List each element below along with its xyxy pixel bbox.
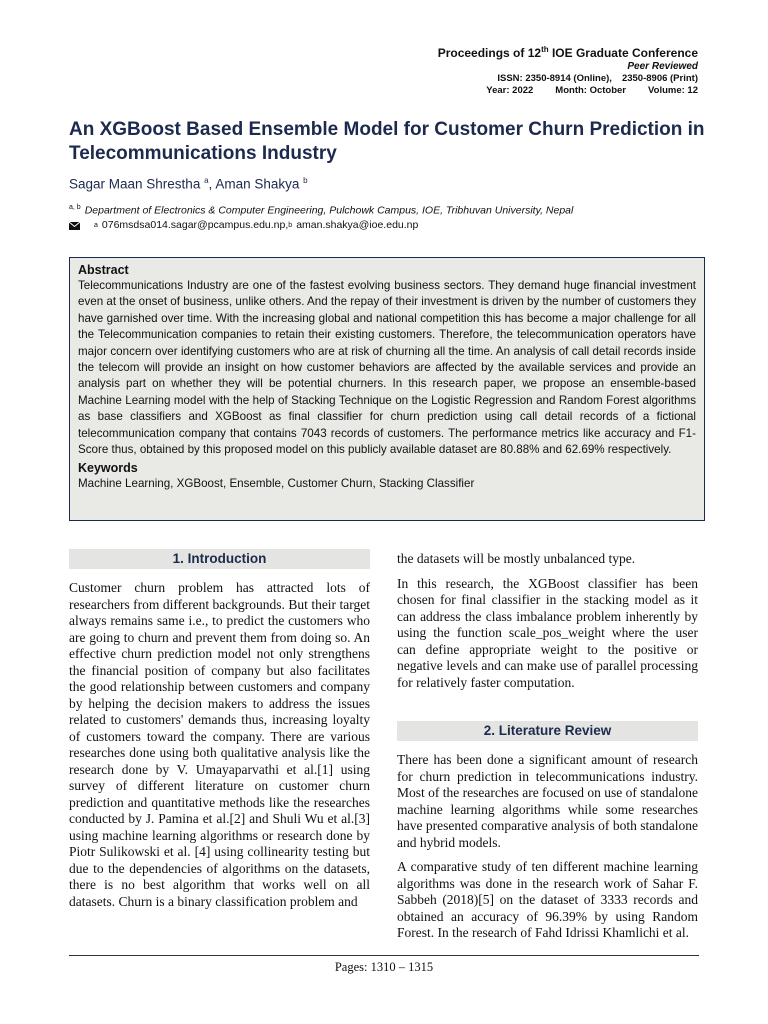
issue-line: Year: 2022 Month: October Volume: 12 — [486, 85, 698, 96]
section-heading-literature-review: 2. Literature Review — [397, 721, 698, 741]
left-column — [69, 549, 370, 910]
peer-reviewed-label: Peer Reviewed — [627, 61, 698, 72]
author-name: Aman Shakya — [215, 176, 304, 192]
page-range: Pages: 1310 – 1315 — [334, 960, 434, 974]
right-column — [397, 551, 698, 942]
abstract-text: Telecommunications Industry are one of the fastest evolving business sectors. They demand huge financial investment even at the onset of business, unlike others. And the repay of their investment is driven by the number of customers they have garnished over time. With the increasing global and national competition this has become a major challenge for all the Telecommunication companies to retain their existing customers. Therefore, the telecommunication operators have major concern over identifying customers who are at risk of churning all the time. An analysis of call detail records inside the telecom will provide an insight on how customer behaviors are affected by the available services and provide an analysis part on whether they will be potential churners. In this research paper, we propose an ensemble-based Machine Learning model with the help of Stacking Technique on the Logistic Regression and Random Forest algorithms as base classifiers and XGBoost as final classifier for churn prediction using call detail records of a fictional telecommunication company that contains 7043 records of customers. The performance metrics like accuracy and F1-Score thus, obtained by this proposed model on this publicly available dataset are 80.88% and 62.69% respectively. — [78, 279, 696, 457]
footer-divider — [69, 955, 699, 956]
keywords-heading: Keywords — [78, 461, 138, 476]
affiliation: $^{a, b}$ Department of Electronics & Computer Engineering, Pulchowk Campus, IOE, Tribhuvan University, Nepal — [69, 204, 574, 217]
author-name: Sagar Maan Shrestha — [69, 176, 205, 192]
intro-continuation: the datasets will be mostly unbalanced type. — [397, 551, 636, 566]
lit-paragraph-2: A comparative study of ten different machine learning algorithms was done in the research work of Sahar F. Sabbeh (2018)[5] on the dataset of 3333 records and obtained an accuracy of 96.39% by using Random Forest. In the research of Fahd Idrissi Khamlichi et al. — [397, 859, 698, 940]
conference-name: Proceedings of 12th IOE Graduate Conference — [437, 45, 698, 60]
keywords-text: Machine Learning, XGBoost, Ensemble, Customer Churn, Stacking Classifier — [78, 477, 475, 491]
email-address[interactable]: 076msdsa014.sagar@pcampus.edu.np, — [101, 219, 289, 231]
abstract-box — [69, 257, 705, 521]
envelope-icon — [69, 222, 80, 230]
email-address[interactable]: aman.shakya@ioe.edu.np — [296, 219, 419, 231]
abstract-heading: Abstract — [78, 263, 129, 277]
lit-paragraph-1: There has been done a significant amount of research for churn prediction in telecommunications industry. Most of the researches are focused on use of standalone machine learning algorithms while some researches have presented comparative analysis of both standalone and hybrid models. — [397, 752, 699, 850]
intro-paragraph: Customer churn problem has attracted lots of researchers from different backgrounds. But their target always remains same i.e., to predict the customers who are going to churn and prevent them from doing so. An effective churn prediction model not only strengthens the financial position of company but also facilitates the good relationship between customers and company by helping the decision makers to address the issues related to customers' demands thus, increasing loyalty of customers toward the company. There are various researches done using both qualitative analysis like the research done by V. Umayaparvathi et al.[1] using survey of different literature on customer churn prediction and quantitative methods like the researches conducted by J. Pamina et al.[2] and Shuli Wu et al.[3] using machine learning algorithms or research done by Piotr Sulikowski et al. [4] using collinearity testing but due to the dependencies of algorithms on the datasets, there is no best algorithm that works well on all datasets. Churn is a binary classification problem and — [69, 580, 370, 909]
section-heading-introduction: 1. Introduction — [69, 549, 370, 569]
issn-line: ISSN: 2350-8914 (Online), 2350-8906 (Print) — [497, 73, 698, 84]
author-list: Sagar Maan Shrestha $^a$, Aman Shakya $^b$ — [69, 176, 308, 192]
email-line: a 076msdsa014.sagar@pcampus.edu.np, b aman.shakya@ioe.edu.np — [69, 219, 418, 231]
journal-header — [438, 42, 698, 97]
intro-paragraph-2: In this research, the XGBoost classifier has been chosen for final classifier in the stacking model as it can address the class imbalance problem inherently by using the function scale_pos_weight where the user can define appropriate weight to the positive or negative levels and can make use of parallel processing for relatively faster computation. — [397, 575, 698, 690]
paper-title: An XGBoost Based Ensemble Model for Customer Churn Prediction in Telecommunications Industry — [69, 119, 705, 164]
